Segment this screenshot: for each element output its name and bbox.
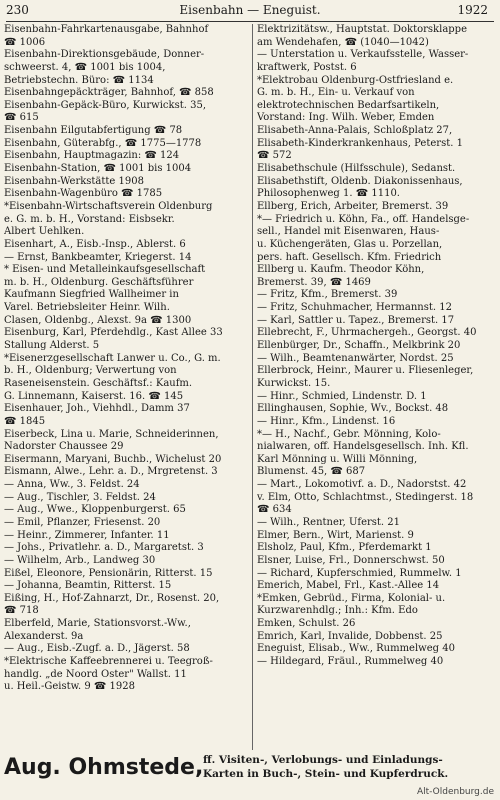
directory-line: * Eisen- und Metalleinkaufsgesellschaft [4,264,206,276]
directory-line: Betriebstechn. Büro: ☎ 1134 [4,74,154,86]
directory-line: Eisenhauer, Joh., Viehhdl., Damm 37 [4,403,190,415]
directory-line: Clasen, Oldenbg., Alexst. 9a ☎ 1300 [4,314,192,326]
directory-line: — Wilh., Rentner, Uferst. 21 [257,516,401,528]
page-number: 230 [6,3,29,17]
directory-line: Albert Uehlken. [4,226,85,238]
directory-line: — Johanna, Beamtin, Ritterst. 15 [4,580,172,592]
directory-line: — Anna, Ww., 3. Feldst. 24 [4,479,140,491]
directory-line: nialwaren, off. Handelsgesellsch. Inh. Kfl. [257,441,469,453]
directory-line: — Mart., Lokomotivf. a. D., Nadorstst. 42 [257,479,467,491]
directory-line: Philosophenweg 1. ☎ 1110. [257,188,400,200]
directory-line: Ellebrecht, F., Uhrmachergeh., Georgst. 40 [257,327,477,339]
directory-line: Eisenbahn-Fahrkartenausgabe, Bahnhof [4,24,209,35]
directory-line: ☎ 718 [4,605,39,617]
directory-line: Emrich, Karl, Invalide, Dobbenst. 25 [257,630,443,642]
directory-line: Elisabeth-Anna-Palais, Schloßplatz 27, [257,125,453,137]
directory-line: Eisenbahn, Hauptmagazin: ☎ 124 [4,150,180,162]
directory-line: Ellenbürger, Dr., Schaffn., Melkbrink 20 [257,340,461,352]
watermark: Alt-Oldenburg.de [416,787,494,797]
directory-line: — Wilh., Beamtenanwärter, Nordst. 25 [257,352,454,364]
directory-line: *Emken, Gebrüd., Firma, Kolonial- u. [257,592,446,604]
directory-line: Eisenbahn-Werkstätte 1908 [4,175,144,187]
directory-line: Eismann, Alwe., Lehr. a. D., Mrgretenst. 3 [4,466,218,478]
directory-line: Eisenbahn, Güterabfg., ☎ 1775—1778 [4,137,202,149]
directory-line: Elsholz, Paul, Kfm., Pferdemarkt 1 [257,542,432,554]
directory-line: am Wendehafen, ☎ (1040—1042) [257,36,429,48]
directory-line: G. m. b. H., Ein- u. Verkauf von [257,87,415,99]
directory-line: ☎ 634 [257,504,292,516]
directory-line: v. Elm, Otto, Schlachtmst., Stedingerst. 18 [257,491,474,503]
directory-line: Ellberg, Erich, Arbeiter, Bremerst. 39 [257,200,449,212]
directory-line: — Hinr., Kfm., Lindenst. 16 [257,415,396,427]
directory-line: Elisabethstift, Oldenb. Diakonissenhaus, [257,175,463,187]
directory-line: Ellerbrock, Heinr., Maurer u. Fliesenleger, [257,365,474,377]
directory-line: *Elektrobau Oldenburg-Ostfriesland e. [257,74,454,86]
advert-line-1: ff. Visiten-, Verlobungs- und Einladungs- [203,754,443,766]
directory-line: kraftwerk, Postst. 6 [257,61,357,73]
directory-line: — Johs., Privatlehr. a. D., Margaretst. 3 [4,542,204,554]
header-rule [6,21,494,22]
directory-line: m. b. H., Oldenburg. Geschäftsführer [4,276,194,288]
directory-line: Elektrizitätsw., Hauptstat. Doktorsklappe [257,24,467,35]
directory-line: Varel. Betriebsleiter Heinr. Wilh. [4,302,170,314]
directory-line: ☎ 1845 [4,415,46,427]
directory-line: ☎ 1006 [4,36,46,48]
directory-line: Kaufmann Siegfried Wallheimer in [4,289,179,301]
directory-line: b. H., Oldenburg; Verwertung von [4,365,177,377]
directory-line: u. Küchengeräten, Glas u. Porzellan, [257,238,443,250]
directory-line: — Emil, Pflanzer, Friesenst. 20 [4,516,161,528]
directory-line: Eisenbahn Eilgutabfertigung ☎ 78 [4,125,183,137]
directory-line: — Aug., Eisb.-Zugf. a. D., Jägerst. 58 [4,643,190,655]
directory-line: G. Linnemann, Kaiserst. 16. ☎ 145 [4,390,184,402]
directory-line: — Hinr., Schmied, Lindenstr. D. 1 [257,390,427,402]
directory-line: Eneguist, Elisab., Ww., Rummelweg 40 [257,643,455,655]
directory-line: Eisenbahn-Direktionsgebäude, Donner- [4,49,205,61]
directory-line: pers. haft. Gesellsch. Kfm. Friedrich [257,251,442,263]
directory-line: Eisenburg, Karl, Pferdehdlg., Kast Allee 33 [4,327,223,339]
directory-line: Kurzwarenhdlg.; Inh.: Kfm. Edo [257,605,418,617]
directory-line: — Karl, Sattler u. Tapez., Bremerst. 17 [257,314,455,326]
directory-line: Vorstand: Ing. Wilh. Weber, Emden [257,112,435,124]
directory-line: handlg. „de Noord Oster" Wallst. 11 [4,668,187,680]
directory-line: Eisenbahngepäckträger, Bahnhof, ☎ 858 [4,87,214,99]
directory-line: Eisenbahn-Gepäck-Büro, Kurwickst. 35, [4,99,206,111]
directory-line: — Fritz, Kfm., Bremerst. 39 [257,289,398,301]
directory-line: — Aug., Tischler, 3. Feldst. 24 [4,491,156,503]
directory-line: Emken, Schulst. 26 [257,618,356,630]
year-label: 1922 [457,3,488,17]
directory-line: *Elektrische Kaffeebrennerei u. Teegroß- [4,656,213,668]
directory-line: Ellinghausen, Sophie, Wv., Bockst. 48 [257,403,449,415]
right-column [257,24,495,669]
directory-line: Alexanderst. 9a [4,630,84,642]
directory-line: Eißel, Eleonore, Pensionärin, Ritterst. 15 [4,567,213,579]
directory-line: — Hildegard, Fräul., Rummelweg 40 [257,656,444,668]
directory-line: — Aug., Wwe., Kloppenburgerst. 65 [4,504,186,516]
directory-line: — Heinr., Zimmerer, Infanter. 11 [4,529,170,541]
directory-line: Karl Mönning u. Willi Mönning, [257,453,418,465]
directory-line: Nadorster Chaussee 29 [4,441,124,453]
directory-line: ☎ 615 [4,112,39,124]
directory-line: *Eisenerzgesellschaft Lanwer u. Co., G. m. [4,352,221,364]
directory-line: *— H., Nachf., Gebr. Mönning, Kolo- [257,428,441,440]
page-title: Eisenbahn — Eneguist. [179,3,321,17]
left-column [4,24,242,694]
directory-line: *Eisenbahn-Wirtschaftsverein Oldenburg [4,200,213,212]
directory-line: Eisenbahn-Wagenbüro ☎ 1785 [4,188,163,200]
directory-line: Emerich, Mabel, Frl., Kast.-Allee 14 [257,580,440,592]
directory-line: Elmer, Bern., Wirt, Marienst. 9 [257,529,414,541]
page-header [0,3,500,21]
directory-line: Blumenst. 45, ☎ 687 [257,466,366,478]
directory-line: Kurwickst. 15. [257,377,331,389]
directory-line: elektrotechnischen Bedarfsartikeln, [257,99,440,111]
advert-name: Aug. Ohmstede, [4,755,204,780]
directory-line: schweerst. 4, ☎ 1001 bis 1004, [4,61,166,73]
directory-line: Eiserbeck, Lina u. Marie, Schneiderinnen, [4,428,219,440]
directory-line: — Richard, Kupferschmied, Rummelw. 1 [257,567,462,579]
directory-line: Ellberg u. Kaufm. Theodor Köhn, [257,264,425,276]
directory-line: Eißing, H., Hof-Zahnarzt, Dr., Rosenst. 20, [4,592,220,604]
directory-line: Elisabethschule (Hilfsschule), Sedanst. [257,163,456,175]
directory-line: Stallung Alderst. 5 [4,340,100,352]
directory-line: Eisenhart, A., Eisb.-Insp., Ablerst. 6 [4,238,186,250]
directory-line: — Wilhelm, Arb., Landweg 30 [4,554,156,566]
directory-line: e. G. m. b. H., Vorstand: Eisbsekr. [4,213,175,225]
directory-line: — Fritz, Schuhmacher, Hermannst. 12 [257,302,452,314]
directory-line: ☎ 572 [257,150,292,162]
directory-line: Eisenbahn-Station, ☎ 1001 bis 1004 [4,163,192,175]
directory-line: — Unterstation u. Verkaufsstelle, Wasser- [257,49,469,61]
directory-line: — Ernst, Bankbeamter, Kriegerst. 14 [4,251,192,263]
advert-line-2: Karten in Buch-, Stein- und Kupferdruck. [203,768,449,780]
advertisement [4,751,496,785]
directory-line: Elsner, Luise, Frl., Donnerschwst. 50 [257,554,445,566]
directory-line: Bremerst. 39, ☎ 1469 [257,276,371,288]
directory-line: Eisermann, Maryani, Buchb., Wichelust 20 [4,453,222,465]
directory-line: u. Heil.-Geistw. 9 ☎ 1928 [4,681,136,693]
directory-line: Raseneisenstein. Geschäftsf.: Kaufm. [4,377,193,389]
column-divider [252,24,253,750]
directory-line: *— Friedrich u. Köhn, Fa., off. Handelsge- [257,213,470,225]
directory-line: Elberfeld, Marie, Stationsvorst.-Ww., [4,618,191,630]
directory-line: sell., Handel mit Eisenwaren, Haus- [257,226,440,238]
directory-line: Elisabeth-Kinderkrankenhaus, Peterst. 1 [257,137,463,149]
